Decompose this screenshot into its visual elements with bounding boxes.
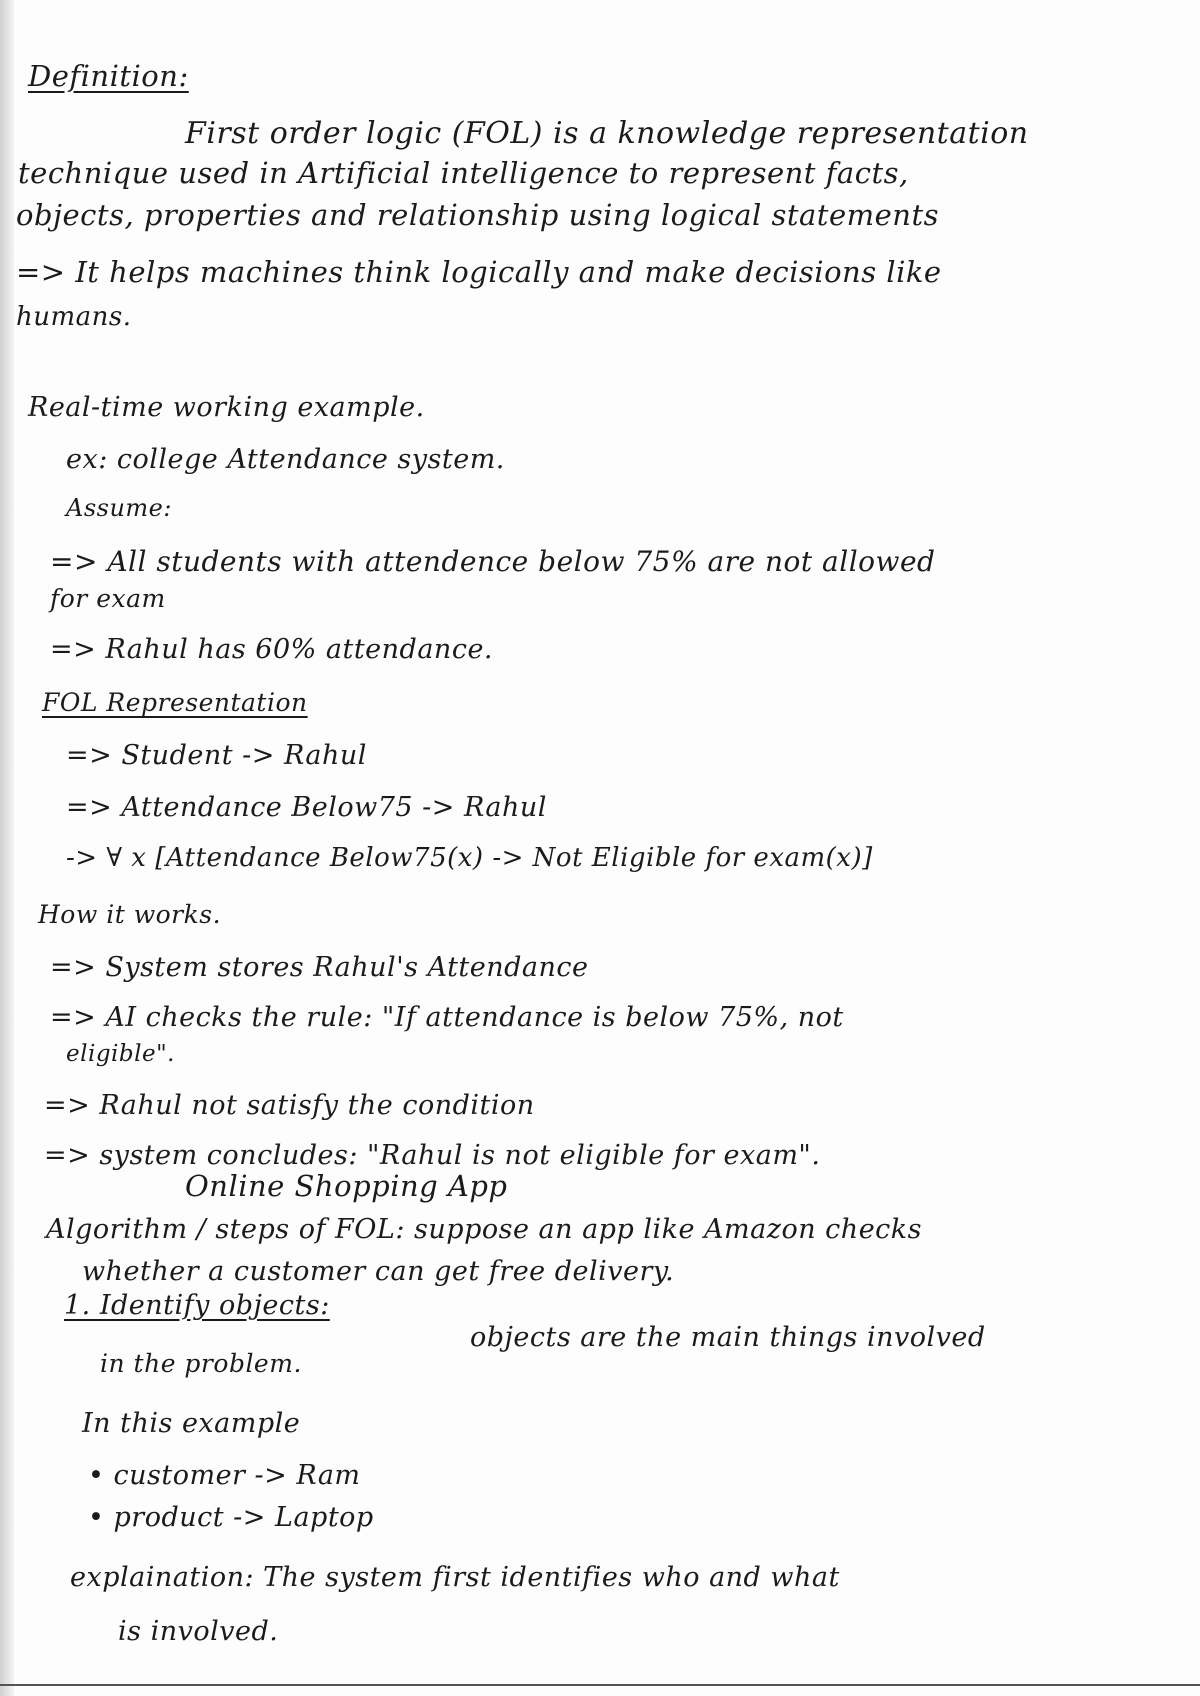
how-line-5: => system concludes: "Rahul is not eligible for exam". [44,1140,821,1171]
definition-line-5: humans. [16,302,132,332]
definition-line-1: First order logic (FOL) is a knowledge representation [185,116,1029,151]
fol-heading-text: FOL Representation [42,688,308,717]
how-heading: How it works. [38,900,222,929]
assumption-line-2: for exam [50,584,166,613]
definition-line-2: technique used in Artificial intelligence to represent facts, [18,156,909,190]
page-bottom-rule [0,1684,1200,1686]
how-line-4: => Rahul not satisfy the condition [44,1090,535,1121]
assume-label: Assume: [66,494,172,522]
shop-title: Online Shopping App [185,1169,508,1203]
how-line-2: => AI checks the rule: "If attendance is below 75%, not [50,1002,844,1033]
definition-line-4: => It helps machines think logically and make decisions like [16,255,942,289]
step1-continued: in the problem. [100,1349,302,1378]
assumption-line-1: => All students with attendence below 75% are not allowed [50,545,936,578]
algo-line-2: whether a customer can get free delivery. [82,1256,675,1287]
definition-heading: Definition: [28,59,189,93]
explanation-line-1: explaination: The system first identifies who and what [70,1562,840,1593]
fol-heading [42,685,308,721]
algo-line-1: Algorithm / steps of FOL: suppose an app like Amazon checks [46,1214,923,1245]
definition-line-3: objects, properties and relationship using logical statements [16,198,939,232]
bullet-customer: • customer -> Ram [88,1460,361,1491]
explanation-line-2: is involved. [118,1616,279,1647]
step1-text: objects are the main things involved [470,1322,986,1353]
example-line: ex: college Attendance system. [66,444,505,475]
step1-label-text: 1. Identify objects: [64,1290,330,1321]
assumption-line-3: => Rahul has 60% attendance. [50,634,494,665]
in-example-line: In this example [82,1408,301,1439]
step1-label [64,1288,330,1324]
fol-line-1: => Student -> Rahul [66,740,367,771]
how-line-1: => System stores Rahul's Attendance [50,952,589,983]
bullet-product: • product -> Laptop [88,1502,374,1533]
page-left-edge-shadow [0,0,14,1696]
fol-line-3: -> ∀ x [Attendance Below75(x) -> Not Eligible for exam(x)] [66,843,873,873]
example-heading: Real-time working example. [28,392,425,423]
how-line-3: eligible". [66,1041,175,1067]
fol-line-2: => Attendance Below75 -> Rahul [66,792,547,823]
